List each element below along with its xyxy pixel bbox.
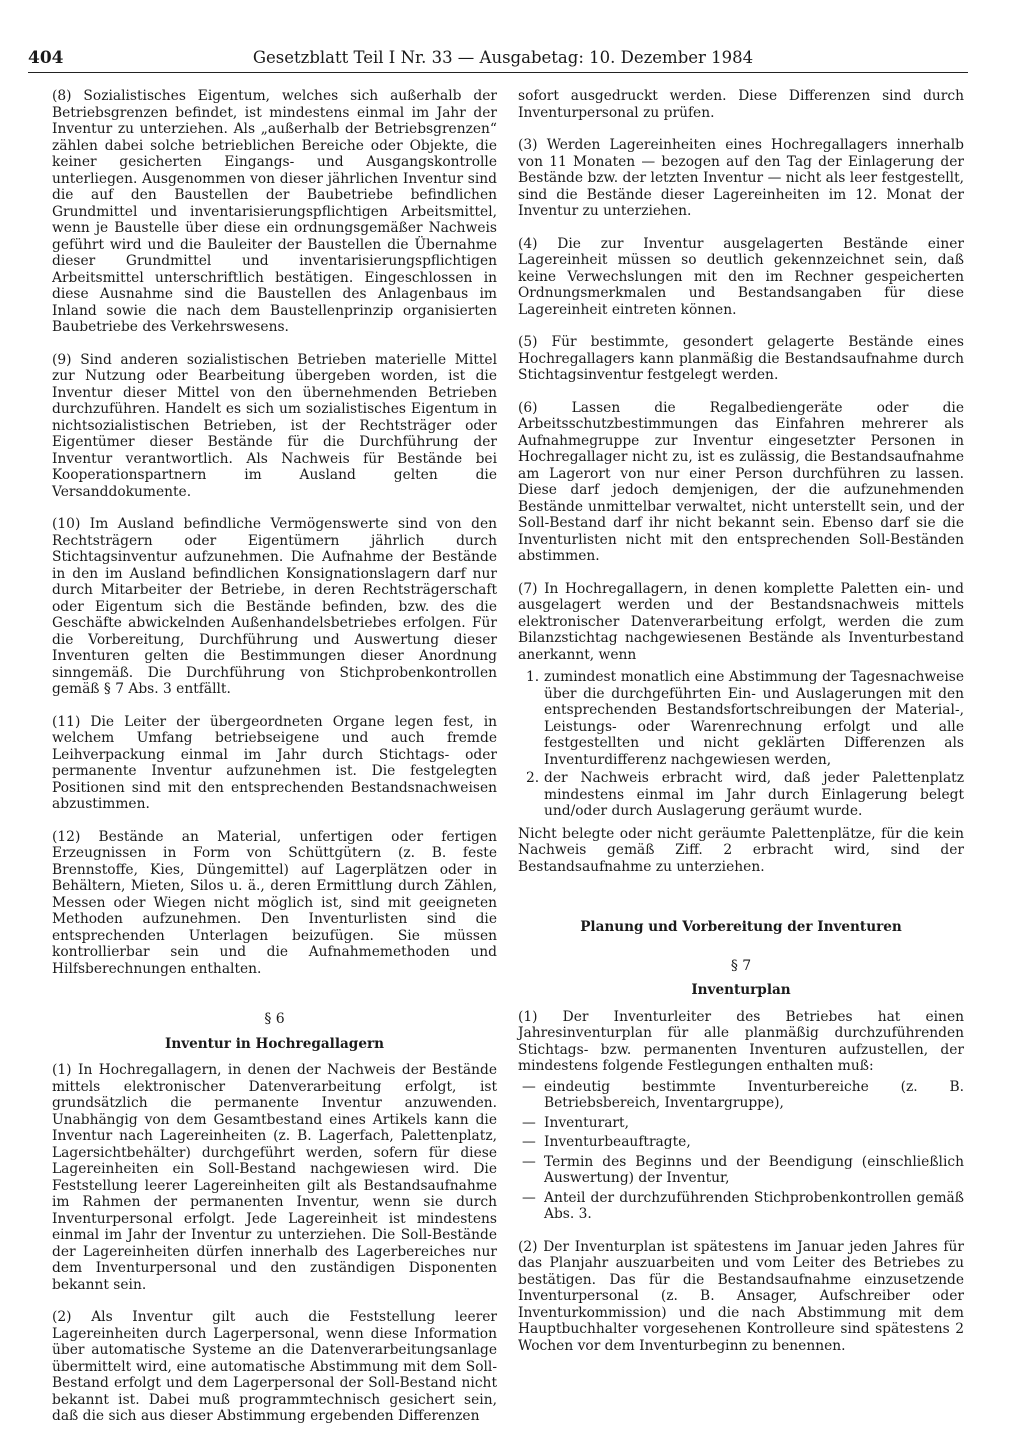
section-6-paragraph-7-list [518, 669, 964, 820]
list-item [518, 1190, 964, 1223]
section-7-paragraph-2: (2) Der Inventurplan ist spätestens im Januar jeden Jahres für das Planjahr auszuarbeiten und vom Leiter des Betriebes zu bestätigen. Das für die Bestandsaufnahme einzusetzende Inventurpersonal (z. B. Ansager, Aufschreiber oder Inventurkommission) und die nach Abstimmung mit dem Hauptbuchhalter vorgesehenen Kontrolleure sind spätestens 2 Wochen vor dem Inventurbeginn zu benennen. [518, 1238, 964, 1354]
paragraph-9: (9) Sind anderen sozialistischen Betrieben materielle Mittel zur Nutzung oder Bearbeitung übergeben worden, ist die Inventur dieser Mittel von den übernehmenden Betrieben durchzuführen. Handelt es sich um sozialistisches Eigentum in nichtsozialistischen Betrieben, ist der Rechtsträger oder Eigentümer dieser Bestände für die Durchführung der Inventur verantwortlich. Als Nachweis für Bestände bei Kooperationspartnern im Ausland gelten die Versanddokumente. [52, 351, 497, 500]
section-6-paragraph-1: (1) In Hochregallagern, in denen der Nachweis der Bestände mittels elektronischer Datenverarbeitung erfolgt, ist grundsätzlich die permanente Inventur anzuwenden. Unabhängig von dem Gesamtbestand eines Artikels kann die Inventur nach Lagereinheiten (z. B. Lagerfach, Palettenplatz, Lagersichtbehälter) durchgeführt werden, sofern für diese Lagereinheiten ein Soll-Bestand nachgewiesen wird. Die Feststellung leerer Lagereinheiten gilt als Bestandsaufnahme im Rahmen der permanenten Inventur, wenn sie durch Inventurpersonal erfolgt. Jede Lagereinheit ist mindestens einmal im Jahr der Inventur zu unterziehen. Die Soll-Bestände der Lagereinheiten dürfen innerhalb des Lagerbereiches nur dem Inventurpersonal und den zuständigen Disponenten bekannt sein. [52, 1062, 497, 1293]
paragraph-8: (8) Sozialistisches Eigentum, welches sich außerhalb der Betriebsgrenzen befindet, ist mindestens einmal im Jahr der Inventur zu unterziehen. Als „außerhalb der Betriebsgrenzen“ zählen dabei solche betrieblichen Bereiche oder Objekte, die keiner gesicherten Eingangs- und Ausgangskontrolle unterliegen. Ausgenommen von dieser jährlichen Inventur sind die auf den Baustellen der Baubetriebe befindlichen Grundmittel und inventarisierungspflichtigen Arbeitsmittel, wenn je Baustelle über diese ein ordnungsgemäßer Nachweis geführt wird und die Bauleiter der Baustellen die Übernahme dieser Grundmittel und inventarisierungspflichtigen Arbeitsmittel unterschriftlich bestätigen. Eingeschlossen in diese Ausnahme sind die Baustellen des Anlagenbaus im Inland sowie die nach dem Baustellenprinzip organisierten Baubetriebe des Verkehrswesens. [52, 88, 497, 335]
left-column [52, 88, 497, 1441]
list-item-text: Anteil der durchzuführenden Stichprobenkontrollen gemäß Abs. 3. [544, 1189, 964, 1222]
list-item [518, 1154, 964, 1187]
dash-mark: — [522, 1189, 536, 1206]
section-7-title: Inventurplan [691, 982, 791, 998]
list-item-text: Inventurart, [544, 1114, 629, 1131]
section-6-paragraph-5: (5) Für bestimmte, gesondert gelagerte Bestände eines Hochregallagers kann planmäßig die Bestandsaufnahme durch Stichtagsinventur festgelegt werden. [518, 334, 964, 383]
list-item [518, 1134, 964, 1151]
header-rule [28, 72, 968, 73]
list-item [518, 1079, 964, 1112]
list-item-text: Termin des Beginns und der Beendigung (einschließlich Auswertung) der Inventur, [544, 1153, 964, 1186]
section-7-paragraph-1-list [518, 1079, 964, 1223]
section-6-title: Inventur in Hochregallagern [164, 1035, 385, 1052]
dash-mark: — [522, 1134, 536, 1150]
section-6-sign: § 6 [264, 1011, 285, 1027]
page-number: 404 [28, 48, 64, 68]
list-item-text: eindeutig bestimmte Inventurbereiche (z. B. Betriebsbereich, Inventargruppe), [544, 1078, 964, 1111]
list-item-number: 1. [526, 669, 540, 685]
dash-mark: — [522, 1114, 536, 1131]
page-header [28, 46, 978, 72]
section-7-sign: § 7 [730, 957, 752, 974]
list-item [518, 770, 964, 820]
section-6-paragraph-6: (6) Lassen die Regalbediengeräte oder die Arbeitsschutzbestimmungen das Einfahren mehrerer als Aufnahmegruppe zur Inventur eingesetzter Personen in Hochregallager nicht zu, ist es zulässig, die Bestandsaufnahme am Lagerort von nur einer Person durchführen zu lassen. Diese darf jedoch demjenigen, der die aufzunehmenden Bestände unmittelbar verwaltet, nicht unterstellt sein, und der Soll-Bestand darf ihr nicht bekannt sein. Ebenso darf sie die Inventurlisten nicht mit den entsprechenden Soll-Beständen abstimmen. [518, 399, 964, 564]
header-title: Gesetzblatt Teil I Nr. 33 — Ausgabetag: 10. Dezember 1984 [252, 48, 754, 67]
section-6-paragraph-7-outro: Nicht belegte oder nicht geräumte Palettenplätze, für die kein Nachweis gemäß Ziff. 2 erbracht wird, sind der Bestandsaufnahme zu unterziehen. [518, 825, 964, 875]
section-6-paragraph-4: (4) Die zur Inventur ausgelagerten Bestände einer Lagereinheit müssen so deutlich gekennzeichnet sein, daß keine Verwechslungen mit den im Rechner gespeicherten Ordnungsmerkmalen und Bestandsangaben für diese Lagereinheit eintreten können. [518, 235, 964, 318]
section-6-paragraph-2: (2) Als Inventur gilt auch die Feststellung leerer Lagereinheiten durch Lagerpersonal, wenn diese Information über automatische Systeme an die Datenverarbeitungsanlage übermittelt wird, eine automatische Abstimmung mit dem Soll-Bestand erfolgt und dem Lagerpersonal der Soll-Bestand nicht bekannt ist. Dabei muß programmtechnisch gesichert sein, daß die sich aus dieser Abstimmung ergebenden Differenzen [52, 1309, 497, 1424]
dash-mark: — [522, 1153, 536, 1170]
paragraph-12: (12) Bestände an Material, unfertigen oder fertigen Erzeugnissen in Form von Schüttgütern (z. B. feste Brennstoffe, Kies, Düngemittel) auf Lagerplätzen oder in Behältern, Mieten, Silos u. ä., deren Ermittlung durch Zählen, Messen oder Wiegen nicht möglich ist, sind mit geeigneten Methoden aufzunehmen. Den Inventurlisten sind die entsprechenden Unterlagen beizufügen. Sie müssen kontrollierbar sein und die Aufnahmemethoden und Hilfsberechnungen enthalten. [52, 828, 497, 977]
paragraph-10: (10) Im Ausland befindliche Vermögenswerte sind von den Rechtsträgern oder Eigentümern jährlich durch Stichtagsinventur aufzunehmen. Die Aufnahme der Bestände in den im Ausland befindlichen Konsignationslagern darf nur durch Mitarbeiter der Betriebe, in deren Rechtsträgerschaft oder Eigentum sich die Bestände befinden, bzw. des die Geschäfte abwickelnden Außenhandelsbetriebes erfolgen. Für die Vorbereitung, Durchführung und Auswertung dieser Inventuren gelten die Bestimmungen dieser Anordnung sinngemäß. Die Durchführung von Stichprobenkontrollen gemäß § 7 Abs. 3 entfällt. [52, 516, 497, 697]
section-7-paragraph-1-intro: (1) Der Inventurleiter des Betriebes hat einen Jahresinventurplan für alle planmäßig durchzuführenden Stichtags- bzw. permanenten Inventuren aufzustellen, der mindestens folgende Festlegungen enthalten muß: [518, 1008, 964, 1074]
paragraph-11: (11) Die Leiter der übergeordneten Organe legen fest, in welchem Umfang betriebseigene und auch fremde Leihverpackung einmal im Jahr durch Stichtags- oder permanente Inventur aufzunehmen ist. Die festgelegten Positionen sind mit den entsprechenden Bestandsnachweisen abzustimmen. [52, 713, 497, 812]
dash-mark: — [522, 1078, 536, 1095]
list-item [518, 1115, 964, 1132]
list-item-number: 2. [526, 770, 540, 786]
section-6-paragraph-2-continued: sofort ausgedruckt werden. Diese Differenzen sind durch Inventurpersonal zu prüfen. [518, 88, 964, 121]
list-item [518, 669, 964, 768]
part-heading: Planung und Vorbereitung der Inventuren [580, 919, 902, 935]
list-item-text: der Nachweis erbracht wird, daß jeder Palettenplatz mindestens einmal im Jahr durch Einlagerung belegt und/oder durch Auslagerung geräumt wurde. [544, 770, 964, 819]
list-item-text: Inventurbeauftragte, [544, 1134, 691, 1150]
section-6-paragraph-7-intro: (7) In Hochregallagern, in denen komplette Paletten ein- und ausgelagert werden und der Bestandsnachweis mittels elektronischer Datenverarbeitung erfolgt, werden die zum Bilanzstichtag nachgewiesenen Bestände als Inventurbestand anerkannt, wenn [518, 580, 964, 663]
section-6-paragraph-3: (3) Werden Lagereinheiten eines Hochregallagers innerhalb von 11 Monaten — bezogen auf den Tag der Einlagerung der Bestände bzw. der letzten Inventur — nicht als leer festgestellt, sind die Bestände dieser Lagereinheiten im 12. Monat der Inventur zu unterziehen. [518, 137, 964, 219]
right-column [518, 88, 964, 1370]
list-item-text: zumindest monatlich eine Abstimmung der Tagesnachweise über die durchgeführten Ein- und Auslagerungen mit den entsprechenden Bestandsfortschreibungen der Material-, Leistungs- oder Warenrechnung erfolgt und alle festgestellten und nicht geklärten Differenzen als Inventurdifferenz nachgewiesen werden, [544, 669, 964, 768]
